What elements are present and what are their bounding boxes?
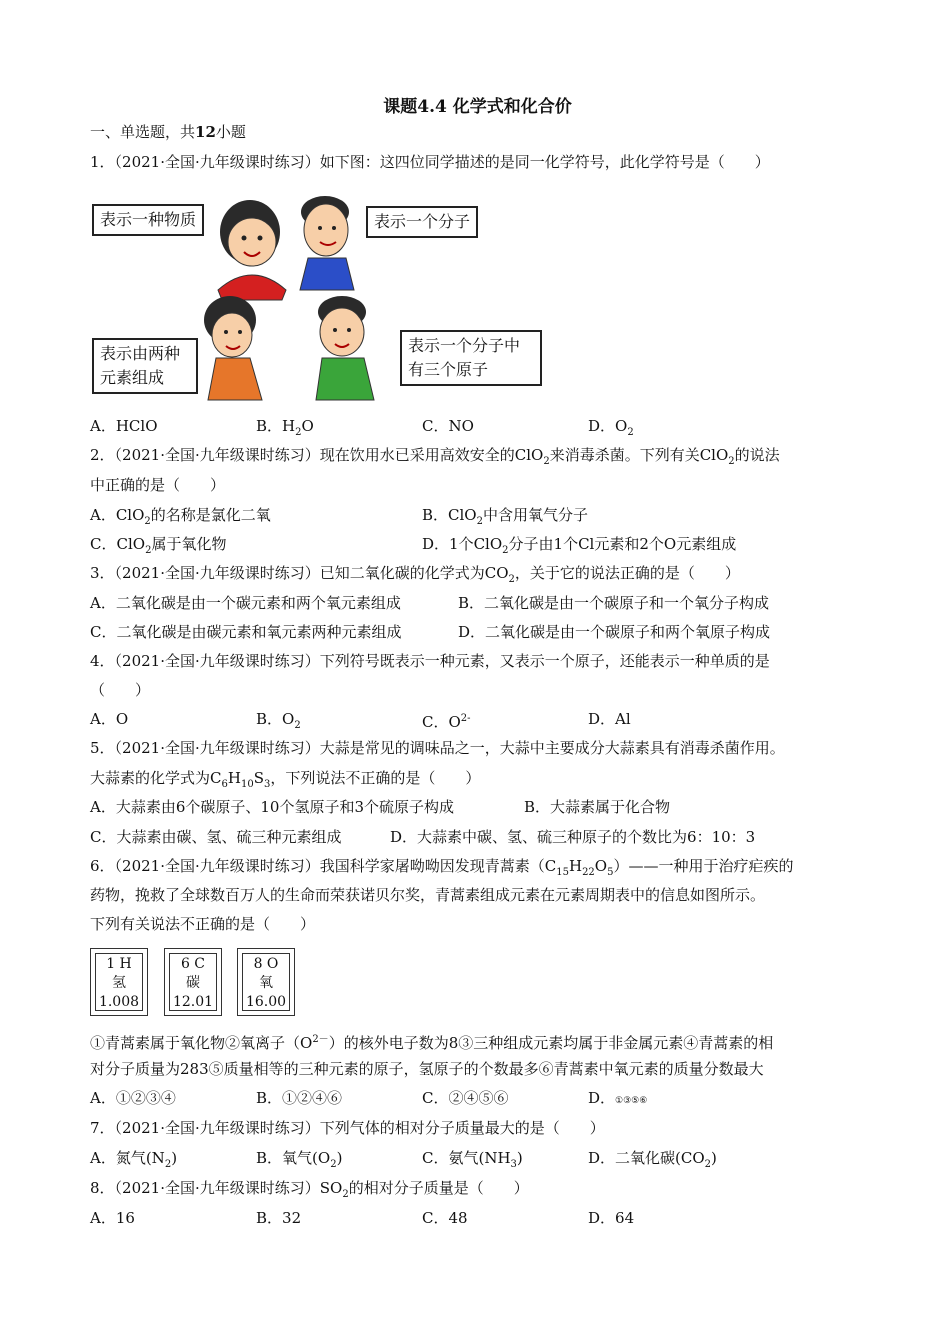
q2-option-d-sub: 2 [502,545,509,556]
q7-option-d-close: ) [711,1149,717,1167]
q4-options [90,708,865,730]
section-heading [90,121,246,143]
q6-statements-line1 [90,1029,773,1054]
q6-sub-h: 22 [582,867,595,878]
q1-option-c[interactable]: C．NO [422,417,474,435]
q6-statement-part-a: ①青蒿素属于氧化物②氧离子（O [90,1034,313,1052]
element-mass: 16.00 [245,994,287,1010]
q6-statement-part-b: ）的核外电子数为8③三种组成元素均属于非金属元素④青蒿素的相 [328,1034,774,1052]
q6-stem-line3: 下列有关说法不正确的是（ ） [90,915,316,933]
q2-option-d-rest: 分子由1个Cl元素和2个O元素组成 [508,535,737,553]
q5-options-row2 [90,826,865,848]
student-3-figure [204,296,262,400]
q6-option-b[interactable]: B．①②④⑥ [256,1089,343,1107]
q2-sub-1: 2 [543,456,550,467]
bubble-three-atoms-line1: 表示一个分子中 [408,336,521,355]
q5-stem-line1: 5．（2021·全国·九年级课时练习）大蒜是常见的调味品之一，大蒜中主要成分大蒜素具有消毒杀菌作用。 [90,739,785,757]
q1-option-d[interactable] [588,415,634,444]
q2-option-a[interactable] [90,504,271,533]
q2-options-row2 [90,533,865,555]
q7-option-a-text: A．氮气(N [90,1149,165,1167]
q1-options [90,415,865,437]
q6-options [90,1087,865,1109]
q8-option-c[interactable]: C．48 [422,1209,468,1227]
element-cell-oxygen [237,948,295,1016]
q7-option-b[interactable] [256,1147,342,1176]
q3-option-b[interactable]: B．二氧化碳是由一个碳原子和一个氧分子构成 [458,594,770,612]
q2-sub-2: 2 [728,456,735,467]
q6-stem-line2: 药物，挽救了全球数百万人的生命而荣获诺贝尔奖，青蒿素组成元素在元素周期表中的信息如图所示。 [90,886,766,904]
q2-option-b[interactable] [422,504,588,533]
q1-option-b-sub: 2 [295,427,302,438]
q2-stem-line2: 中正确的是（ ） [90,476,226,494]
q1-option-d-sub: 2 [627,427,634,438]
q6-stem-rest: ）——一种用于治疗疟疾的 [613,857,794,875]
q8-stem-part-b: 的相对分子质量是（ ） [348,1179,529,1197]
q1-stem: 1．（2021·全国·九年级课时练习）如下图：这四位同学描述的是同一化学符号，此化学符号是（ ） [90,153,770,171]
q2-option-b-text: B．ClO [422,506,477,524]
q7-option-c-sub: 3 [510,1159,517,1170]
q6-oxygen-ion-charge: 2－ [312,1034,329,1045]
q5-formula-c: 大蒜素的化学式为C [90,769,222,787]
q3-stem [90,562,740,591]
q6-stem-line1 [90,855,794,884]
q7-option-a-sub: 2 [164,1159,172,1170]
bubble-two-elements-line1: 表示由两种 [100,344,181,363]
q4-stem-line1: 4．（2021·全国·九年级课时练习）下列符号既表示一种元素，又表示一个原子，还能表示一种单质的是 [90,652,770,670]
q1-option-b-o: O [301,417,314,435]
q8-stem [90,1177,529,1206]
bubble-two-elements [92,338,198,394]
q5-sub-h: 10 [240,779,254,790]
element-number-symbol: 6 C [180,956,206,972]
q3-options-row2 [90,621,865,643]
q5-stem-rest: ，下列说法不正确的是（ ） [270,769,481,787]
q2-option-c-sub: 2 [145,545,152,556]
student-1-figure [218,200,286,300]
q6-option-d-small: ①③⑤⑥ [615,1096,648,1106]
q2-option-b-rest: 中含用氧气分子 [482,506,588,524]
q6-sub-c: 15 [556,867,569,878]
element-number-symbol: 1 H [106,956,132,972]
element-mass: 12.01 [172,994,214,1010]
element-name: 氢 [112,975,126,991]
q1-option-d-text: D．O [588,417,628,435]
element-number-symbol: 8 O [253,956,279,972]
student-4-figure [316,296,374,400]
q8-option-a[interactable]: A．16 [90,1209,135,1227]
q2-option-d-text: D．1个ClO [422,535,503,553]
question-count: 12 [195,123,216,141]
q4-option-c-text: C．O [422,713,461,731]
q5-option-b[interactable]: B．大蒜素属于化合物 [524,798,671,816]
q3-options-row1 [90,592,865,614]
q6-formula-h: H [568,857,583,875]
q5-stem-line2 [90,767,480,796]
q3-option-c[interactable]: C．二氧化碳是由碳元素和氧元素两种元素组成 [90,623,402,641]
q2-option-a-sub: 2 [144,516,151,527]
bubble-one-molecule: 表示一个分子 [366,206,478,238]
q7-option-c[interactable] [422,1147,523,1176]
element-mass: 1.008 [98,994,140,1010]
q5-formula-s: S [253,769,264,787]
q5-option-a[interactable]: A．大蒜素由6个碳原子、10个氢原子和3个硫原子构成 [90,798,455,816]
q6-formula-o: O [594,857,608,875]
q4-option-b-sub: 2 [294,720,301,731]
q2-option-c-rest: 属于氧化物 [151,535,227,553]
q4-stem-line2: （ ） [90,681,151,699]
q4-option-a[interactable]: A．O [90,710,129,728]
q4-option-d[interactable]: D．Al [588,710,631,728]
q7-option-a-close: ) [171,1149,178,1167]
q2-stem-line1 [90,444,780,473]
q3-option-a[interactable]: A．二氧化碳是由一个碳元素和两个氧元素组成 [90,594,401,612]
q8-option-d[interactable]: D．64 [588,1209,635,1227]
section-prefix: 一、单选题，共 [90,123,196,141]
q7-stem: 7．（2021·全国·九年级课时练习）下列气体的相对分子质量最大的是（ ） [90,1119,605,1137]
bubble-two-elements-line2: 元素组成 [100,368,165,387]
element-name: 氧 [259,975,273,991]
periodic-table-cells [90,948,310,1020]
q2-stem-part-a: 2．（2021·全国·九年级课时练习）现在饮用水已采用高效安全的ClO [90,446,544,464]
q5-sub-c: 6 [221,779,228,790]
q2-option-b-sub: 2 [476,516,483,527]
q4-option-c[interactable] [422,708,471,733]
q1-option-a[interactable]: A．HClO [90,417,158,435]
section-suffix: 小题 [215,123,246,141]
q4-option-c-sup: 2- [460,713,471,724]
q7-option-d-sub: 2 [704,1159,712,1170]
page-title: 课题4.4 化学式和化合价 [383,97,572,117]
q2-option-a-text: A．ClO [90,506,145,524]
q5-formula-h: H [227,769,241,787]
q3-stem-part-a: 3．（2021·全国·九年级课时练习）已知二氧化碳的化学式为CO [90,564,509,582]
q4-option-b[interactable] [256,708,301,737]
q6-option-a[interactable]: A．①②③④ [90,1089,176,1107]
q3-sub: 2 [508,574,515,585]
student-2-figure [300,196,354,290]
q7-option-b-close: ) [336,1149,343,1167]
q1-illustration [90,190,550,415]
q7-options [90,1147,865,1169]
q1-option-b-h: B．H [256,417,296,435]
q5-option-c[interactable]: C．大蒜素由碳、氢、硫三种元素组成 [90,828,342,846]
q1-option-b[interactable] [256,415,314,444]
q2-stem-part-c: 的说法 [734,446,780,464]
q7-option-a[interactable] [90,1147,177,1176]
q8-options [90,1207,865,1229]
q7-option-c-text: C．氨气(NH [422,1149,511,1167]
q5-options-row1 [90,796,865,818]
q3-option-d[interactable]: D．二氧化碳是由一个碳原子和两个氧原子构成 [458,623,771,641]
q4-option-b-text: B．O [256,710,295,728]
q2-stem-part-b: 来消毒杀菌。下列有关ClO [549,446,729,464]
q7-option-c-close: ) [516,1149,523,1167]
q7-option-d-text: D．二氧化碳(CO [588,1149,705,1167]
q7-option-b-sub: 2 [330,1159,337,1170]
q2-option-a-rest: 的名称是氯化二氧 [150,506,271,524]
q2-options-row1 [90,504,865,526]
q7-option-d[interactable] [588,1147,717,1176]
q2-option-c[interactable] [90,533,226,562]
q3-stem-part-b: ，关于它的说法正确的是（ ） [514,564,740,582]
q2-option-d[interactable] [422,533,736,562]
q6-formula-c: 6．（2021·全国·九年级课时练习）我国科学家屠呦呦因发现青蒿素（C [90,857,557,875]
bubble-three-atoms [400,330,542,386]
q6-statements-line2: 对分子质量为283⑤质量相等的三种元素的原子，氢原子的个数最多⑥青蒿素中氧元素的质量分数最大 [90,1060,764,1078]
q8-option-b[interactable]: B．32 [256,1209,302,1227]
bubble-three-atoms-line2: 有三个原子 [408,360,489,379]
q6-option-d[interactable] [588,1087,647,1112]
element-cell-carbon [164,948,222,1016]
q8-sub: 2 [342,1189,349,1200]
q8-stem-part-a: 8．（2021·全国·九年级课时练习）SO [90,1179,343,1197]
q6-option-c[interactable]: C．②④⑤⑥ [422,1089,509,1107]
element-name: 碳 [186,975,200,991]
bubble-one-substance: 表示一种物质 [92,204,204,236]
element-cell-hydrogen [90,948,148,1016]
q5-sub-s: 3 [263,779,271,790]
q6-sub-o: 5 [607,867,614,878]
q2-option-c-text: C．ClO [90,535,146,553]
q7-option-b-text: B．氧气(O [256,1149,331,1167]
q6-option-d-label: D． [588,1089,616,1107]
q5-option-d[interactable]: D．大蒜素中碳、氢、硫三种原子的个数比为6：10：3 [390,828,756,846]
